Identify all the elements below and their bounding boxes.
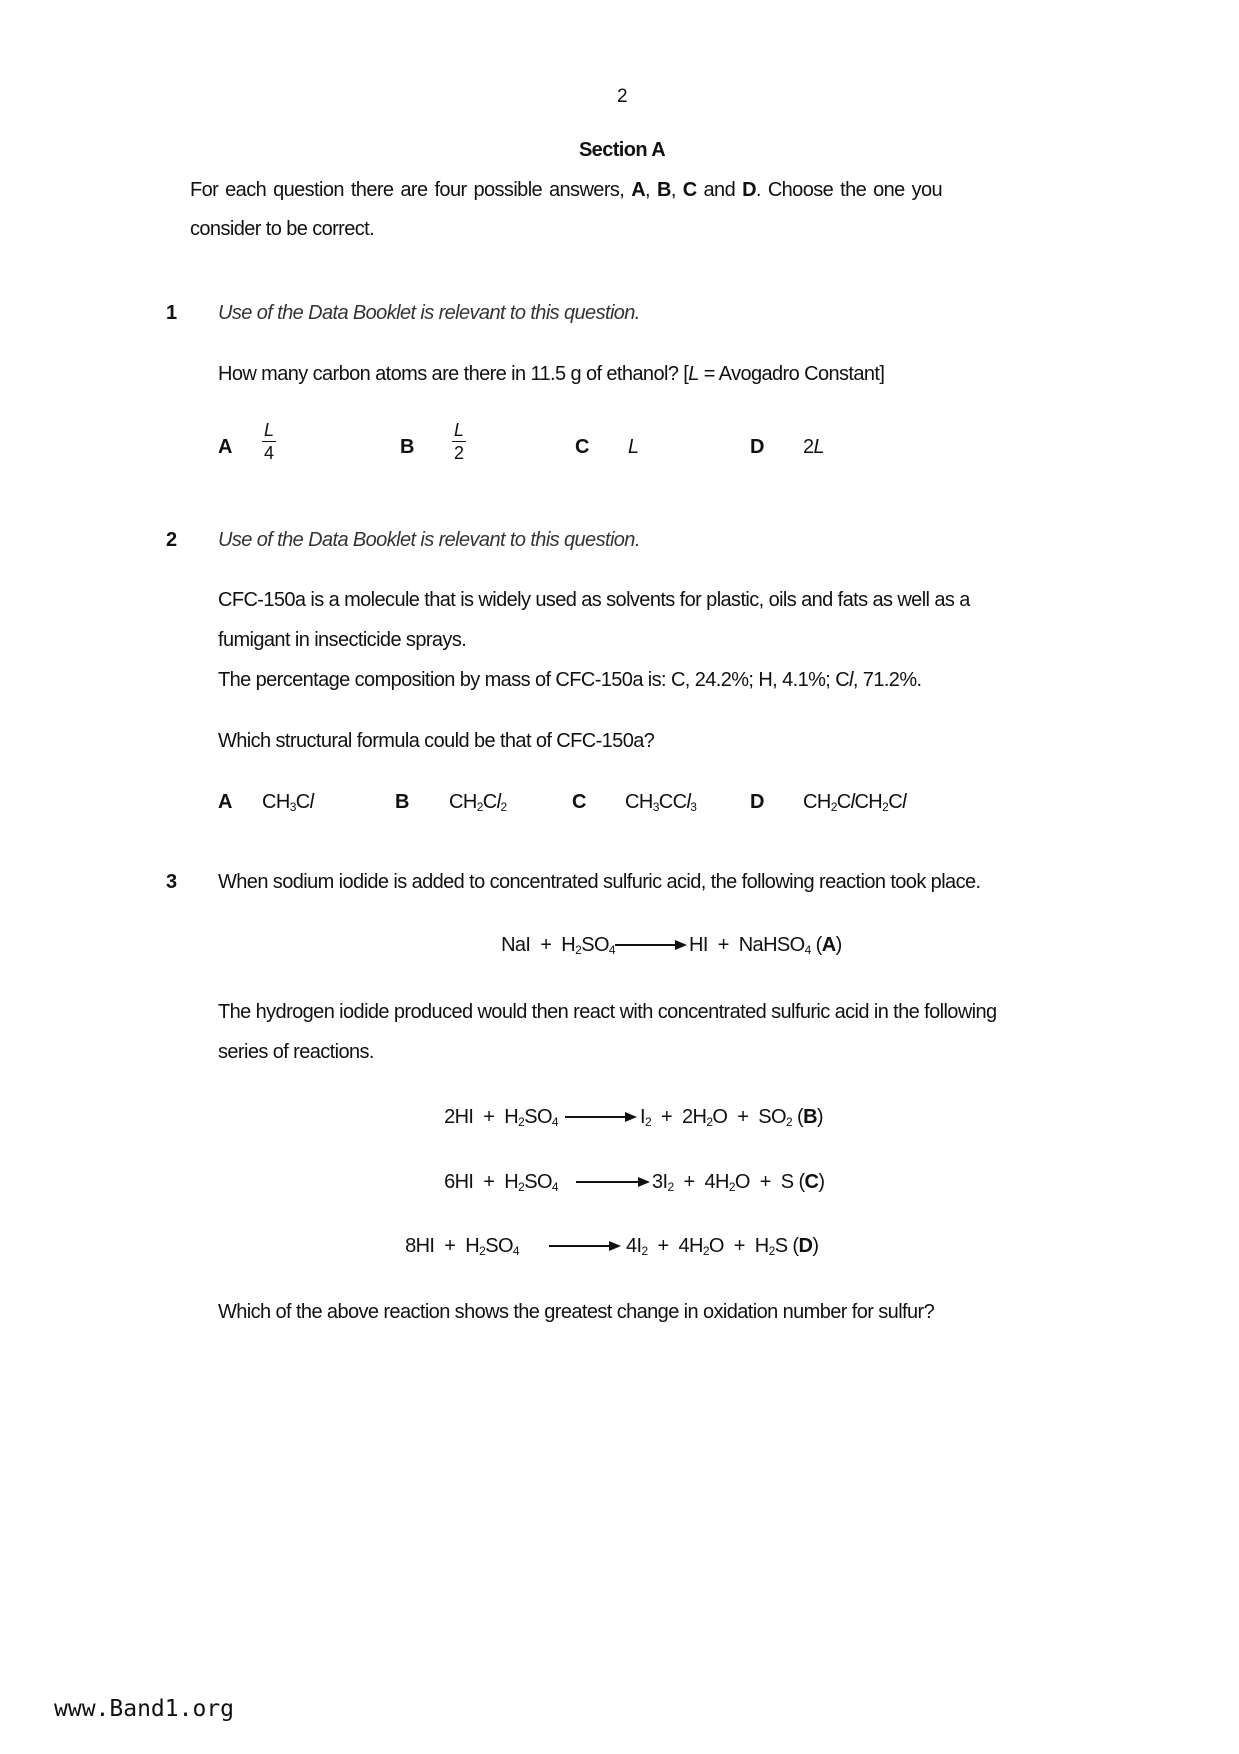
text-segment: l [902, 791, 906, 813]
subscript: 4 [551, 1180, 558, 1194]
question-number-3: 3 [166, 871, 177, 893]
subscript: 2 [641, 1244, 648, 1258]
equation-d-reactants [405, 1234, 519, 1258]
subscript: 4 [608, 943, 615, 957]
text-segment: How many carbon atoms are there in 11.5 g of ethanol? [ [218, 363, 689, 385]
text-segment: 8HI + H [405, 1235, 480, 1257]
q1-option-a-fraction [262, 420, 276, 463]
q2-option-c-letter: C [572, 791, 586, 813]
equation-a-products [689, 933, 842, 957]
numerator: L [263, 420, 274, 440]
text-segment: ) [812, 1235, 819, 1257]
text-segment: = Avogadro Constant] [698, 363, 885, 385]
text-segment: CH [262, 791, 290, 813]
text-segment: A [821, 934, 836, 956]
subscript: 2 [728, 1180, 735, 1194]
reaction-arrow-icon [549, 1240, 621, 1252]
subscript: 2 [768, 1244, 775, 1258]
text-segment: 6HI + H [444, 1171, 519, 1193]
q3-question-text: Which of the above reaction shows the greatest change in oxidation number for sulfur? [218, 1301, 935, 1323]
text-segment: , [670, 179, 683, 201]
text-segment: 3I [652, 1171, 668, 1193]
subscript: 2 [575, 943, 582, 957]
subscript: 2 [882, 800, 889, 814]
text-segment: S ( [774, 1235, 799, 1257]
equation-c-products [652, 1170, 824, 1194]
text-segment: 4I [626, 1235, 642, 1257]
q1-option-c-value [628, 435, 639, 459]
text-segment: , 71.2%. [852, 669, 922, 691]
text-segment: SO [485, 1235, 513, 1257]
equation-b-reactants [444, 1105, 558, 1129]
subscript: 4 [804, 943, 811, 957]
section-title: Section A [578, 139, 666, 161]
q1-question-text [218, 362, 884, 386]
fraction-bar [452, 441, 466, 442]
denominator: 4 [263, 443, 274, 463]
q2-option-b-letter: B [395, 791, 409, 813]
text-segment: O + S ( [734, 1171, 805, 1193]
q3-body-line-2: series of reactions. [218, 1041, 374, 1063]
text-segment: C [482, 791, 497, 813]
text-segment: SO [524, 1171, 552, 1193]
text-segment: C [804, 1171, 819, 1193]
equation-b-products [640, 1105, 823, 1129]
text-segment: + 2H [651, 1106, 707, 1128]
text-segment: L [813, 436, 825, 458]
text-segment: ( [792, 1106, 804, 1128]
text-segment: 2HI + H [444, 1106, 519, 1128]
text-segment: C [836, 791, 851, 813]
text-segment: ) [816, 1106, 823, 1128]
text-segment: and [696, 179, 743, 201]
q2-option-d-value [803, 790, 906, 814]
text-segment: O + SO [712, 1106, 786, 1128]
subscript: 2 [644, 1115, 652, 1129]
text-segment: + 4H [647, 1235, 703, 1257]
subscript: 2 [479, 1244, 486, 1258]
text-segment: I [640, 1106, 645, 1128]
numerator: L [453, 420, 464, 440]
subscript: 3 [289, 800, 296, 814]
text-segment: l [496, 791, 501, 813]
text-segment: l [849, 669, 853, 691]
denominator: 2 [453, 443, 464, 463]
text-segment: CH [854, 791, 883, 813]
text-segment: CH [625, 791, 653, 813]
q1-option-d-letter: D [750, 436, 764, 458]
subscript: 2 [706, 1115, 713, 1129]
text-segment: HI + NaHSO [689, 934, 805, 956]
text-segment: ( [810, 934, 822, 956]
text-segment: L [628, 436, 639, 458]
text-segment: A [631, 179, 646, 201]
instructions-line-2: consider to be correct. [190, 218, 375, 240]
q1-data-booklet-note: Use of the Data Booklet is relevant to this question. [218, 302, 640, 324]
text-segment: L [688, 363, 699, 385]
text-segment: , [645, 179, 657, 201]
q3-intro-text: When sodium iodide is added to concentrated sulfuric acid, the following reaction took place. [218, 871, 981, 893]
subscript: 2 [518, 1115, 525, 1129]
reaction-arrow-icon [615, 939, 687, 951]
q2-question-text: Which structural formula could be that of CFC-150a? [218, 730, 655, 752]
text-segment: SO [524, 1106, 552, 1128]
q1-option-a-letter: A [218, 436, 232, 458]
text-segment: 2 [803, 436, 814, 458]
text-segment: l [309, 791, 314, 813]
q2-option-d-letter: D [750, 791, 764, 813]
text-segment: For each question there are four possible answers, [190, 179, 632, 201]
q2-option-a-value [262, 790, 313, 814]
text-segment: CH [449, 791, 477, 813]
text-segment: ) [818, 1171, 825, 1193]
q2-option-c-value [625, 790, 696, 814]
text-segment: CH [803, 791, 831, 813]
text-segment: D [798, 1235, 813, 1257]
page-number: 2 [617, 86, 627, 107]
text-segment: l [850, 791, 855, 813]
subscript: 3 [690, 800, 697, 814]
text-segment: . Choose the one you [755, 179, 943, 201]
question-number-1: 1 [166, 302, 177, 324]
text-segment: NaI + H [501, 934, 576, 956]
text-segment: l [686, 791, 691, 813]
text-segment: SO [581, 934, 609, 956]
instructions-line-1 [190, 178, 942, 202]
q2-data-booklet-note: Use of the Data Booklet is relevant to this question. [218, 529, 640, 551]
text-segment: B [656, 179, 671, 201]
q2-body-line-1: CFC-150a is a molecule that is widely used as solvents for plastic, oils and fats as well as a [218, 589, 970, 611]
q1-option-b-letter: B [400, 436, 414, 458]
q2-option-a-letter: A [218, 791, 232, 813]
text-segment: C [295, 791, 310, 813]
q3-body-line-1: The hydrogen iodide produced would then react with concentrated sulfuric acid in the following [218, 1001, 997, 1023]
subscript: 2 [785, 1115, 793, 1129]
equation-a-reactants [501, 933, 615, 957]
text-segment: + 4H [673, 1171, 729, 1193]
subscript: 2 [518, 1180, 525, 1194]
text-segment: ) [835, 934, 842, 956]
subscript: 2 [830, 800, 837, 814]
subscript: 4 [512, 1244, 519, 1258]
subscript: 4 [551, 1115, 558, 1129]
text-segment: C [888, 791, 903, 813]
equation-d-products [626, 1234, 818, 1258]
text-segment: C [682, 179, 697, 201]
q1-option-c-letter: C [575, 436, 589, 458]
subscript: 2 [476, 800, 483, 814]
reaction-arrow-icon [565, 1111, 637, 1123]
q2-body-line-3 [218, 668, 921, 692]
text-segment: The percentage composition by mass of CFC-150a is: C, 24.2%; H, 4.1%; C [218, 669, 850, 691]
text-segment: O + H [708, 1235, 769, 1257]
question-number-2: 2 [166, 529, 177, 551]
subscript: 3 [652, 800, 659, 814]
equation-c-reactants [444, 1170, 558, 1194]
text-segment: B [803, 1106, 817, 1128]
q2-body-line-2: fumigant in insecticide sprays. [218, 629, 467, 651]
text-segment: D [742, 179, 756, 201]
subscript: 2 [500, 800, 507, 814]
footer-watermark-link[interactable]: www.Band1.org [54, 1696, 235, 1722]
q1-option-b-fraction [452, 420, 466, 463]
q2-option-b-value [449, 790, 507, 814]
reaction-arrow-icon [576, 1176, 650, 1188]
text-segment: CC [658, 791, 687, 813]
subscript: 2 [702, 1244, 709, 1258]
fraction-bar [262, 441, 276, 442]
subscript: 2 [667, 1180, 674, 1194]
q1-option-d-value [803, 435, 824, 459]
